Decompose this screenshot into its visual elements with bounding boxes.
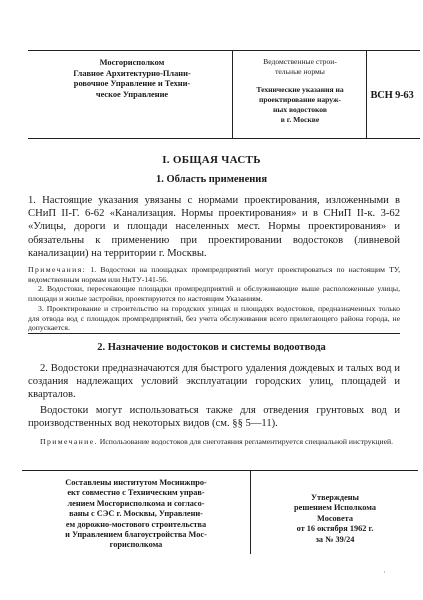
subsection-heading-scope: 1. Область применения	[155, 174, 268, 185]
compiled-by-line: ем дорожно-мостового строительства	[65, 519, 207, 529]
issuer-line: Мосгорисполком	[99, 58, 165, 67]
subsection-heading-purpose: 2. Назначение водостоков и системы водоотвода	[97, 342, 326, 353]
approval-block	[256, 493, 414, 545]
approval-line: решением Исполкома	[294, 503, 376, 513]
header-top-rule	[28, 50, 420, 51]
compiled-by-line: лением Мосгорисполкома и согласо-	[67, 498, 205, 508]
compiled-by-line: Составлены институтом Мосинжпро-	[65, 478, 207, 487]
footer-top-rule	[22, 470, 418, 471]
document-title-line: Технические указания на	[256, 85, 344, 94]
scan-speck: ·	[383, 568, 386, 577]
section-heading: I. ОБЩАЯ ЧАСТЬ	[162, 154, 261, 166]
notes-label: Примечания:	[28, 265, 87, 274]
header-bottom-rule	[28, 138, 420, 139]
notes-block	[28, 265, 400, 333]
footer-divider	[250, 470, 251, 554]
document-code: ВСН 9-63	[370, 90, 414, 101]
approval-line: за № 39/24	[315, 534, 355, 544]
issuer-line: Главное Архитектурно-Плани-	[73, 68, 191, 78]
norms-type-line: тельные нормы	[275, 67, 325, 76]
document-designation-block	[236, 57, 364, 125]
paragraph-1: 1. Настоящие указания увязаны с нормами проектирования, изложенными в СНиП II-Г. 6-62 «Канализация. Нормы проектирования» и в СНиП II-к. 3-62 «Улицы, дороги и площади населенных мест. Нормы проектирования» и обязательны к применению при проектировании водостоков (ливневой канализации) на территории г. Москвы.	[28, 195, 400, 259]
paragraph-2b: Водостоки могут использоваться также для отведения грунтовых вод и производственных вод некоторых видов (см. §§ 5—11).	[28, 405, 400, 430]
compiled-by-line: и Управлением благоустройства Мос-	[65, 530, 207, 540]
section2-note	[28, 437, 400, 447]
note-text: Использование водостоков для снеготаяния регламентируется специальной инструкцией.	[97, 437, 394, 446]
header-divider-left	[232, 50, 233, 138]
paragraph-2: 2. Водостоки предназначаются для быстрого удаления дождевых и талых вод и создания надлежащих условий эксплуатации городских улиц, площадей и кварталов.	[28, 363, 400, 401]
compiled-by-line: ваны с СЭС г. Москвы, Управлени-	[69, 509, 203, 519]
note-label: Примечание.	[40, 437, 98, 446]
issuer-line: ческое Управление	[95, 89, 169, 99]
compiled-by-block	[26, 478, 246, 551]
approval-line: Утверждены	[310, 493, 360, 502]
issuer-block	[46, 58, 218, 100]
note-3: 3. Проектирование и строительство на городских улицах и площадях водостоков, предназначенных только для отвода вод с площадок промпредприятий, без учета обслуживания всего прилегающего района города, не допускается.	[28, 303, 400, 333]
document-title	[236, 85, 364, 125]
approval-line: от 16 октября 1962 г.	[296, 524, 374, 534]
document-title-line: проектирование наруж-	[258, 95, 342, 104]
norms-type	[236, 57, 364, 77]
compiled-by-line: ект совместно с Техническим управ-	[67, 488, 205, 498]
header-divider-right	[366, 50, 367, 138]
approval-line: Мосовета	[317, 513, 353, 523]
document-title-line: в г. Москве	[280, 115, 320, 124]
note-1	[28, 265, 400, 284]
section-rule	[28, 333, 400, 334]
document-title-line: ных водостоков	[272, 105, 328, 114]
compiled-by-line: горисполкома	[109, 540, 163, 550]
issuer-line: ровочное Управление и Техни-	[73, 79, 191, 89]
note-2: 2. Водостоки, пересекающие площадки промпредприятий и обслуживающие выше расположенные улицы, площади и жилые застройки, проектируются по настоящим Указаниям.	[28, 284, 400, 304]
norms-type-line: Ведомственные строи-	[263, 57, 337, 66]
note-1-text: 1. Водостоки на площадках промпредприятий могут проектироваться по настоящим ТУ, ведомственным нормам или НиТУ-141-56.	[28, 265, 401, 284]
